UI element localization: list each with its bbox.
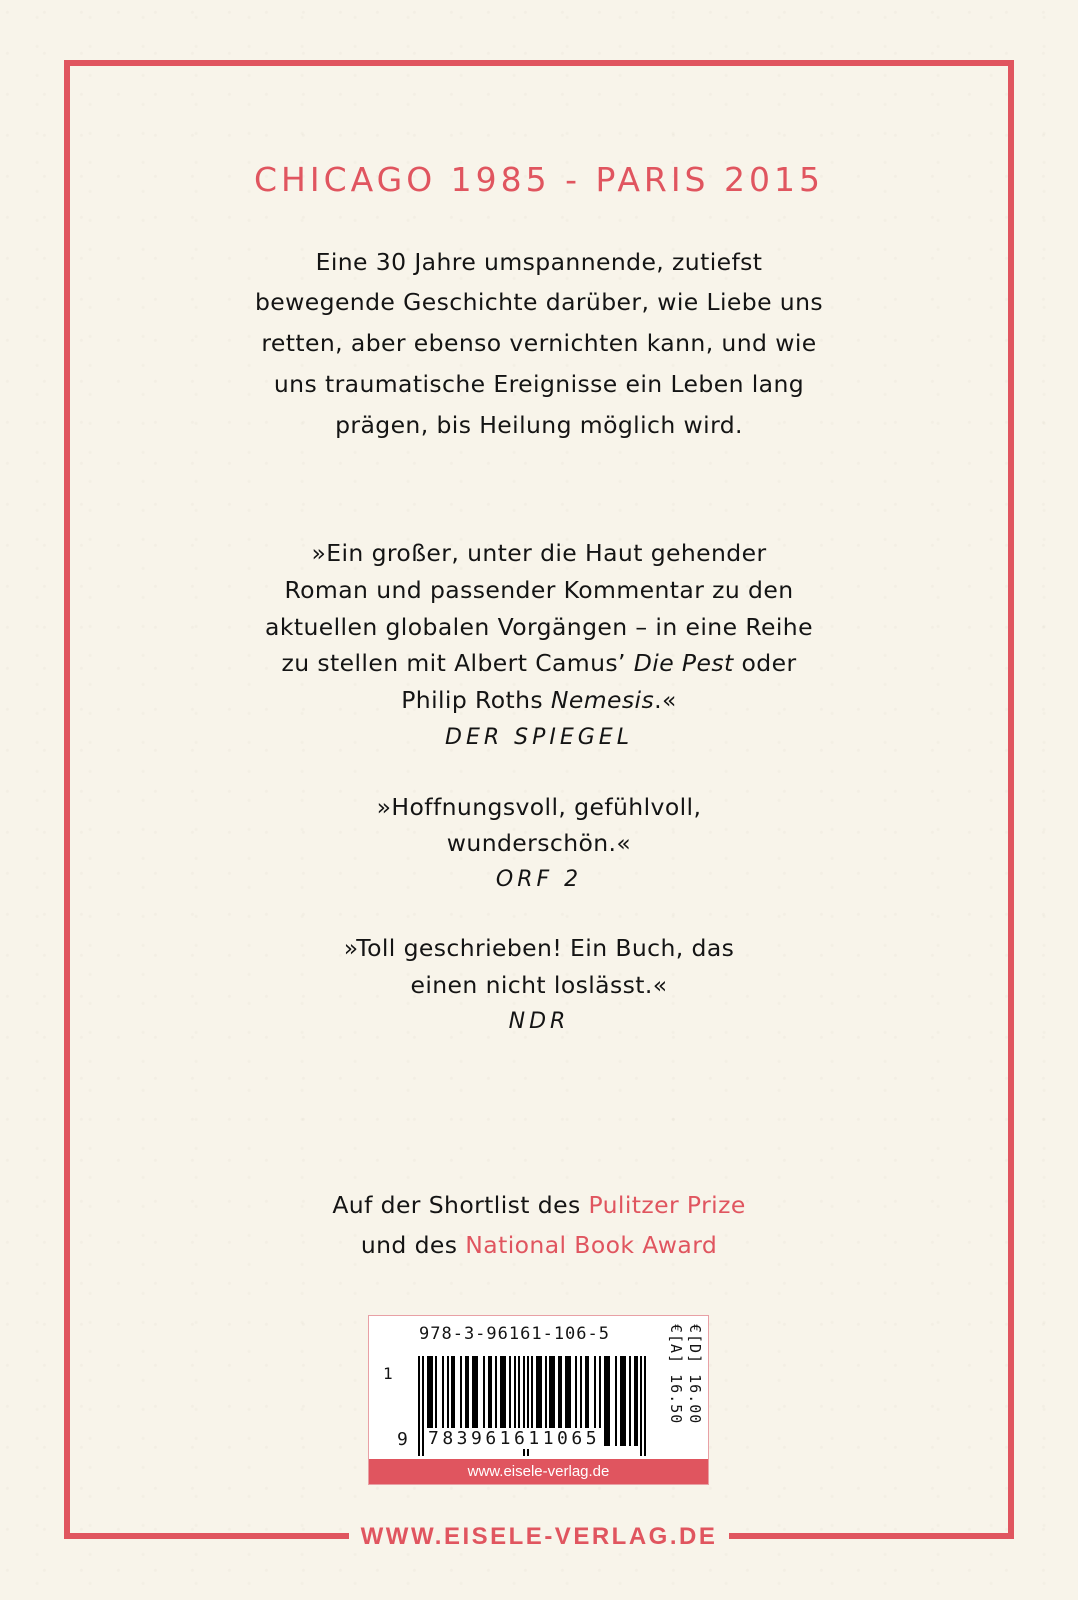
publisher-url-strip: www.eisele-verlag.de bbox=[369, 1459, 708, 1484]
quote-line: einen nicht loslässt.« bbox=[410, 971, 668, 999]
blurb-line: prägen, bis Heilung möglich wird. bbox=[335, 411, 743, 439]
quote-line: »Hoffnungsvoll, gefühlvoll, bbox=[376, 793, 702, 821]
award-name: Pulitzer Prize bbox=[588, 1191, 746, 1219]
blurb-line: retten, aber ebenso vernichten kann, und wie bbox=[261, 329, 817, 357]
quote-line: Roman und passender Kommentar zu den bbox=[284, 576, 794, 604]
footer-url[interactable]: WWW.EISELE-VERLAG.DE bbox=[349, 1521, 730, 1553]
quote-source: NDR bbox=[508, 1009, 570, 1034]
quote-text: Philip Roths bbox=[401, 686, 551, 714]
price-germany: €[D] 16.00 bbox=[686, 1324, 704, 1425]
shortlist-line bbox=[0, 1230, 1078, 1260]
quote-line bbox=[0, 685, 1078, 715]
quote-text: oder bbox=[733, 649, 797, 677]
quote-line: »Toll geschrieben! Ein Buch, das bbox=[343, 934, 735, 962]
blurb-line: uns traumatische Ereignisse ein Leben lang bbox=[273, 370, 805, 398]
quote-line: aktuellen globalen Vorgängen – in eine Reihe bbox=[265, 613, 813, 641]
shortlist-text: und des bbox=[360, 1231, 466, 1259]
price-austria: €[A] 16.50 bbox=[667, 1324, 685, 1425]
barcode-box bbox=[368, 1315, 709, 1485]
quote-text: zu stellen mit Albert Camus’ bbox=[281, 649, 634, 677]
footer bbox=[0, 1521, 1078, 1553]
book-title: Nemesis bbox=[550, 686, 655, 714]
book-title: Die Pest bbox=[633, 649, 734, 677]
isbn-label: 978-3-96161-106-5 bbox=[419, 1324, 610, 1344]
shortlist-text: Auf der Shortlist des bbox=[332, 1191, 589, 1219]
barcode-digits: 783961611065 bbox=[428, 1428, 601, 1449]
quote-source: DER SPIEGEL bbox=[445, 725, 633, 750]
blurb-line: Eine 30 Jahre umspannende, zutiefst bbox=[315, 248, 763, 276]
quote-text: .« bbox=[654, 686, 677, 714]
quote-line bbox=[0, 648, 1078, 678]
blurb-line: bewegende Geschichte darüber, wie Liebe uns bbox=[254, 288, 824, 316]
award-name: National Book Award bbox=[465, 1231, 718, 1259]
quote-source: ORF 2 bbox=[495, 867, 583, 892]
shortlist-line bbox=[0, 1190, 1078, 1220]
page-heading: CHICAGO 1985 - PARIS 2015 bbox=[254, 160, 824, 199]
quote-line: »Ein großer, unter die Haut gehender bbox=[311, 539, 767, 567]
barcode-addon-digit: 1 bbox=[383, 1364, 393, 1383]
quote-line: wunderschön.« bbox=[446, 829, 632, 857]
barcode-first-digit: 9 bbox=[397, 1429, 408, 1450]
